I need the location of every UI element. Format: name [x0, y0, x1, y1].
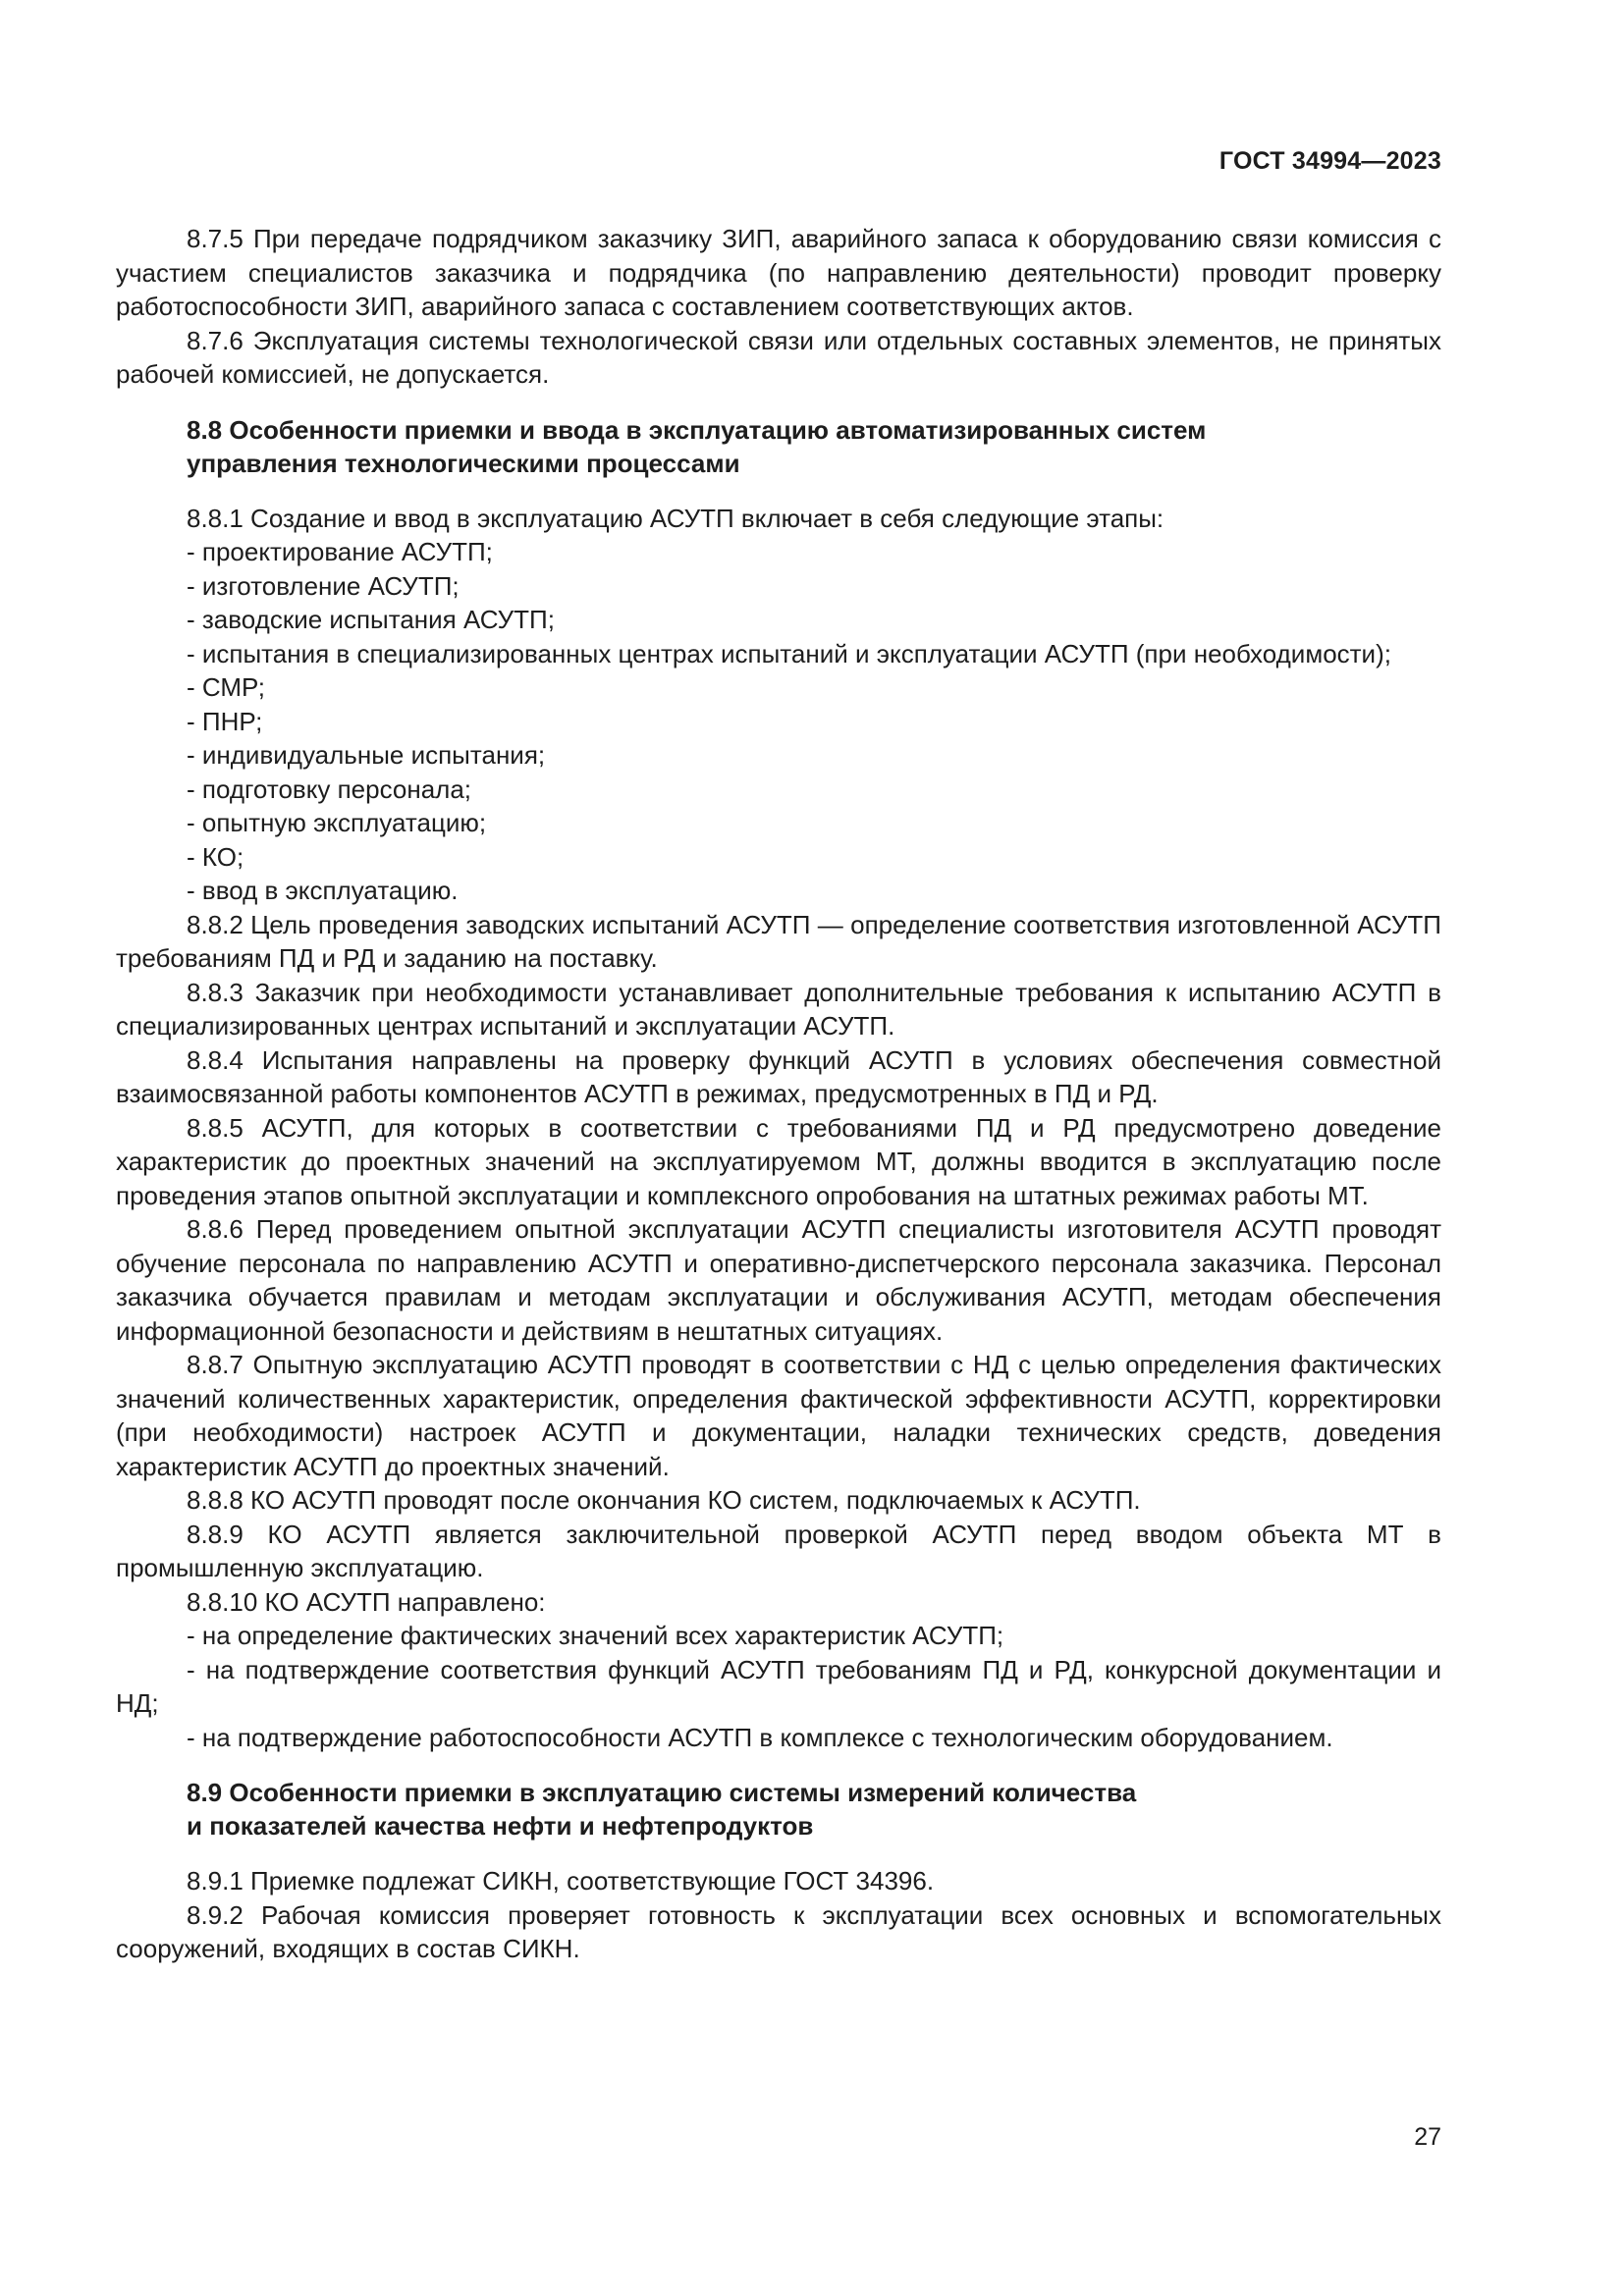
paragraph-8-8-6: 8.8.6 Перед проведением опытной эксплуатации АСУТП специалисты изготовителя АСУТП проводят обучение персонала по направлению АСУТП и оперативно-диспетчерского персонала заказчика. Персонал заказчика обучается правилам и методам эксплуатации и обслуживания АСУТП, методам обеспечения информационной безопасности и действиям в нештатных ситуациях.	[116, 1214, 1441, 1346]
list-item-specialized-tests: - испытания в специализированных центрах испытаний и эксплуатации АСУТП (при необходимости);	[187, 638, 1391, 668]
list-item-design: - проектирование АСУТП;	[187, 537, 493, 566]
section-heading-8-8-line-2: управления технологическими процессами	[187, 448, 740, 478]
paragraph-8-9-1: 8.9.1 Приемке подлежат СИКН, соответствующие ГОСТ 34396.	[187, 1866, 935, 1896]
list-item-staff-training: - подготовку персонала;	[187, 774, 472, 804]
document-body	[116, 222, 1441, 1966]
document-standard-number: ГОСТ 34994—2023	[1218, 147, 1441, 175]
paragraph-8-8-2: 8.8.2 Цель проведения заводских испытаний АСУТП — определение соответствия изготовленной АСУТП требованиям ПД и РД и заданию на поставку.	[116, 909, 1441, 973]
list-item-smr: - СМР;	[187, 672, 266, 702]
list-item-compliance: - на подтверждение соответствия функций АСУТП требованиям ПД и РД, конкурсной документации и НД;	[116, 1654, 1441, 1718]
list-item-pnr: - ПНР;	[187, 706, 263, 736]
list-item-individual-tests: - индивидуальные испытания;	[187, 740, 546, 770]
list-item-operability: - на подтверждение работоспособности АСУТП в комплексе с технологическим оборудованием.	[187, 1722, 1333, 1752]
paragraph-8-8-9: 8.8.9 КО АСУТП является заключительной проверкой АСУТП перед вводом объекта МТ в промышленную эксплуатацию.	[116, 1519, 1441, 1582]
paragraph-8-8-5: 8.8.5 АСУТП, для которых в соответствии с требованиями ПД и РД предусмотрено доведение характеристик до проектных значений на эксплуатируемом МТ, должны вводится в эксплуатацию после проведения этапов опытной эксплуатации и комплексного опробования на штатных режимах работы МТ.	[116, 1112, 1441, 1210]
section-heading-8-9	[187, 1776, 1441, 1842]
page-number: 27	[1414, 2123, 1441, 2151]
paragraph-8-7-5: 8.7.5 При передаче подрядчиком заказчику ЗИП, аварийного запаса к оборудованию связи комиссия с участием специалистов заказчика и подрядчика (по направлению деятельности) проводит проверку работоспособности ЗИП, аварийного запаса с составлением соответствующих актов.	[116, 224, 1441, 321]
section-heading-8-9-line-2: и показателей качества нефти и нефтепродуктов	[187, 1811, 814, 1841]
paragraph-8-8-7: 8.8.7 Опытную эксплуатацию АСУТП проводят в соответствии с НД с целью определения фактических значений количественных характеристик, определения фактической эффективности АСУТП, корректировки (при необходимости) настроек АСУТП и документации, наладки технических средств, доведения характеристик АСУТП до проектных значений.	[116, 1350, 1441, 1481]
paragraph-8-8-1: 8.8.1 Создание и ввод в эксплуатацию АСУТП включает в себя следующие этапы:	[187, 503, 1164, 533]
paragraph-8-8-3: 8.8.3 Заказчик при необходимости устанавливает дополнительные требования к испытанию АСУТП в специализированных центрах испытаний и эксплуатации АСУТП.	[116, 977, 1441, 1041]
paragraph-8-8-4: 8.8.4 Испытания направлены на проверку функций АСУТП в условиях обеспечения совместной взаимосвязанной работы компонентов АСУТП в режимах, предусмотренных в ПД и РД.	[116, 1044, 1441, 1108]
paragraph-8-9-2: 8.9.2 Рабочая комиссия проверяет готовность к эксплуатации всех основных и вспомогательных сооружений, входящих в состав СИКН.	[116, 1899, 1441, 1963]
paragraph-8-8-10: 8.8.10 КО АСУТП направлено:	[187, 1586, 546, 1617]
section-heading-8-8-line-1: 8.8 Особенности приемки и ввода в эксплуатацию автоматизированных систем	[187, 414, 1207, 445]
paragraph-8-7-6: 8.7.6 Эксплуатация системы технологической связи или отдельных составных элементов, не принятых рабочей комиссией, не допускается.	[116, 325, 1441, 389]
list-item-actual-values: - на определение фактических значений всех характеристик АСУТП;	[187, 1621, 1004, 1650]
list-item-manufacturing: - изготовление АСУТП;	[187, 570, 460, 601]
list-item-trial-operation: - опытную эксплуатацию;	[187, 808, 487, 837]
section-heading-8-9-line-1: 8.9 Особенности приемки в эксплуатацию системы измерений количества	[187, 1778, 1137, 1807]
list-item-ko: - КО;	[187, 841, 244, 872]
paragraph-8-8-8: 8.8.8 КО АСУТП проводят после окончания КО систем, подключаемых к АСУТП.	[187, 1485, 1141, 1515]
list-item-commissioning: - ввод в эксплуатацию.	[187, 876, 459, 905]
section-heading-8-8	[187, 413, 1441, 480]
list-item-factory-tests: - заводские испытания АСУТП;	[187, 605, 555, 634]
